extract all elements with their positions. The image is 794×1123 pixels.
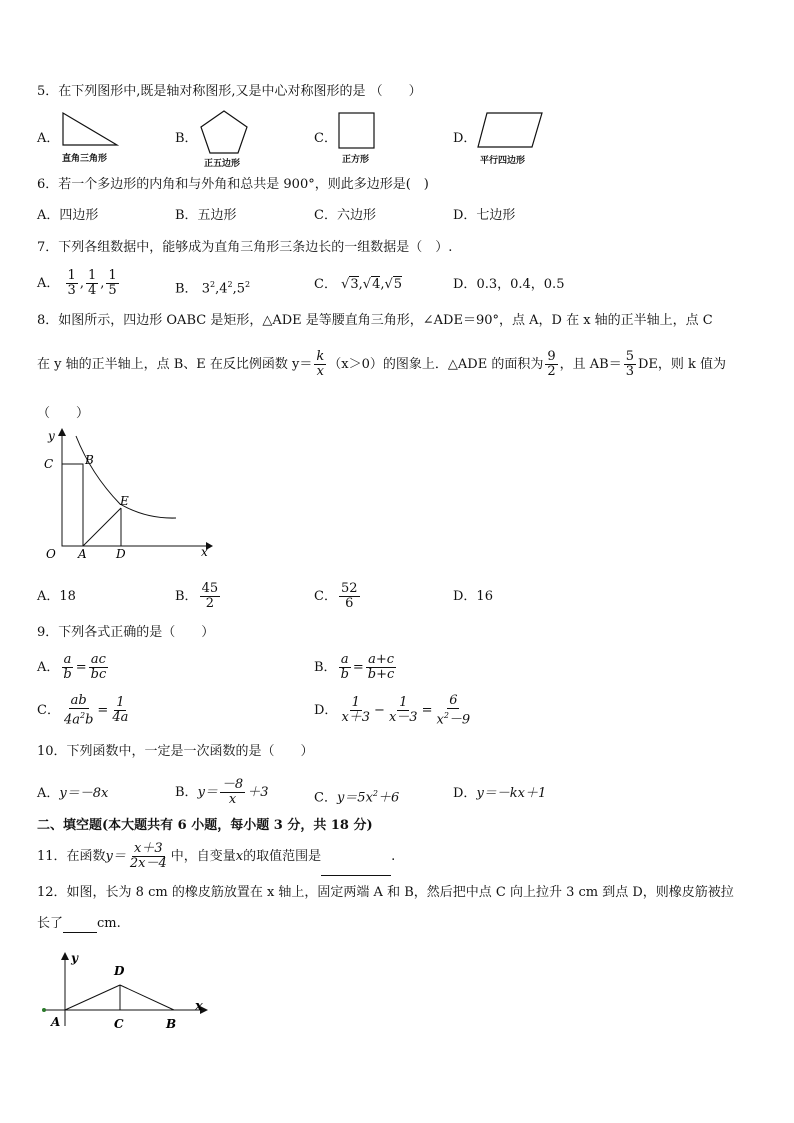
- q9-c-d1a: 4a: [63, 712, 80, 728]
- q8-fig-label-O: O: [46, 547, 56, 561]
- q10-option-a: [37, 786, 108, 802]
- q7-a-num-1: 1: [67, 268, 76, 283]
- q9-a-d1: b: [63, 667, 72, 682]
- regular-pentagon-figure: [198, 108, 250, 156]
- q8-fig-label-B: B: [85, 453, 94, 467]
- q12-line2-pre: 长了: [37, 916, 64, 931]
- q9-option-d-label: D．: [314, 703, 338, 719]
- q8-fig-label-C: C: [44, 457, 54, 471]
- q12-line2-post: cm.: [97, 916, 121, 931]
- q7-option-d: [453, 277, 564, 293]
- q8-paren: （ ）: [37, 406, 90, 421]
- q9-d-n3: 6: [449, 693, 458, 708]
- q10-b-num: －8: [221, 777, 244, 792]
- q7-c-rad-1: 3: [350, 277, 359, 292]
- q11-text: [37, 839, 395, 876]
- q12-line2: [37, 916, 121, 933]
- q8-option-a: A．18: [37, 589, 76, 604]
- q11-mid: 中，自变量: [170, 849, 236, 864]
- q9-a-n1: a: [63, 652, 72, 667]
- q12-figure: [40, 948, 215, 1038]
- q7-option-b: B． $3^2,4^2,5^2$: [175, 280, 251, 297]
- q6-option-c: C．六边形: [314, 208, 376, 223]
- q8-line2-mid: （x＞0）的图象上．△ADE 的面积为: [328, 357, 544, 372]
- q8-fig-label-E: E: [120, 494, 129, 508]
- q11-post: 的取值范围是: [243, 849, 322, 864]
- q8-option-c-num: 52: [340, 581, 358, 596]
- q8-line2-end: DE，则 k 值为: [637, 357, 727, 372]
- q10-option-b-label: B．: [175, 785, 198, 800]
- q10-option-d-label: D．: [453, 786, 477, 801]
- q7-b-base-3: 5: [236, 281, 246, 297]
- q12-fig-label-x: x: [195, 999, 203, 1014]
- q12-fig-label-C: C: [114, 1017, 124, 1031]
- q7-a-den-1: 3: [67, 283, 76, 298]
- q7-option-a-label: A．: [37, 276, 60, 291]
- q11-answer-blank[interactable]: [321, 839, 391, 876]
- q11-end: .: [391, 849, 396, 864]
- q8-option-c-label: C．: [314, 589, 337, 604]
- q9-c-d1b: b: [85, 712, 94, 728]
- q9-option-a-label: A．: [37, 660, 60, 675]
- q10-c-post: ＋6: [378, 790, 400, 806]
- q8-fig-label-D: D: [116, 547, 126, 561]
- q8-line2: [37, 348, 726, 382]
- q9-d-n1: 1: [351, 695, 360, 711]
- q7-b-exp-3: 2: [245, 280, 251, 289]
- q9-option-b-label: B．: [314, 660, 337, 675]
- q10-option-d: [453, 786, 546, 802]
- q9-d-d3a: x: [436, 712, 444, 728]
- q7-option-c: C． √3,√4,√5: [314, 277, 403, 292]
- q10-option-a-expr: y＝－8x: [59, 786, 109, 801]
- q5-option-c-label: C．: [314, 131, 337, 146]
- q6-stem: 6．若一个多边形的内角和与外角和总共是 900°，则此多边形是( ): [37, 177, 429, 192]
- q8-ratio-num: 5: [625, 349, 634, 364]
- q8-x: x: [316, 364, 325, 379]
- q7-c-rad-2: 4: [372, 277, 381, 292]
- q6-option-a: A．四边形: [37, 208, 99, 223]
- q8-line2-pre: 在 y 轴的正半轴上，点 B、E 在反比例函数 y＝: [37, 357, 313, 372]
- q9-d-d3b: －9: [448, 712, 471, 728]
- q8-line1: 8．如图所示，四边形 OABC 是矩形，△ADE 是等腰直角三角形，∠ADE＝90°，点 A，D 在 x 轴的正半轴上，点 C: [37, 313, 713, 328]
- q10-b-den: x: [228, 792, 237, 807]
- q9-option-c-label: C．: [37, 703, 60, 719]
- q12-answer-blank[interactable]: [63, 916, 97, 933]
- q7-c-rad-3: 5: [393, 277, 403, 292]
- q9-c-n2: 1: [116, 695, 125, 711]
- q5-stem: 5．在下列图形中,既是轴对称图形,又是中心对称图形的是 （ ）: [37, 84, 422, 99]
- q10-option-d-expr: y＝－kx＋1: [476, 786, 547, 801]
- q7-option-b-label: B．: [175, 281, 198, 297]
- q8-option-c-den: 6: [345, 596, 354, 611]
- q9-b-d2: b+c: [367, 667, 395, 682]
- q10-option-c-label: C．: [314, 790, 337, 806]
- q7-b-base-1: 3: [201, 281, 210, 297]
- q8-area-den: 2: [547, 364, 556, 379]
- q9-a-n2: ac: [90, 652, 106, 667]
- q10-option-a-label: A．: [37, 786, 60, 801]
- q8-ratio-den: 3: [625, 364, 634, 379]
- q8-option-b: [175, 576, 222, 618]
- q8-figure: [36, 424, 216, 564]
- q11-var: x: [235, 849, 244, 864]
- q11-y: y＝: [105, 849, 126, 864]
- q10-b-pre: y＝: [197, 785, 218, 800]
- q7-option-d-label: D．: [453, 277, 477, 292]
- q7-b-exp-2: 2: [227, 280, 233, 289]
- section-2-title: 二、填空题(本大题共有 6 小题，每小题 3 分，共 18 分): [37, 818, 373, 833]
- q7-option-a: A． $\frac{1}{3}$ , $\frac{1}{4}$ , $\frac{1}{5}$: [37, 268, 117, 298]
- q8-option-b-den: 2: [205, 596, 214, 611]
- q10-c-pre: y＝5x: [336, 790, 373, 806]
- q8-area-num: 9: [547, 349, 556, 364]
- q9-d-d3exp: 2: [443, 711, 449, 720]
- q8-line2-and: ，且 AB＝: [559, 357, 622, 372]
- q12-line1: 12．如图，长为 8 cm 的橡皮筋放置在 x 轴上，固定两端 A 和 B，然后把中点 C 向上拉升 3 cm 到点 D，则橡皮筋被拉: [37, 885, 734, 900]
- q9-d-n2: 1: [399, 695, 408, 711]
- q12-fig-label-y: y: [71, 951, 78, 965]
- right-triangle-figure: [60, 110, 120, 148]
- q10-stem: 10．下列函数中，一定是一次函数的是（ ）: [37, 744, 314, 759]
- q9-c-n1: ab: [70, 693, 87, 708]
- q5-option-a-label: A．: [37, 131, 60, 146]
- q8-fig-label-y: y: [48, 429, 55, 443]
- q9-b-n2: a+c: [368, 652, 395, 667]
- q9-d-d2: x－3: [388, 710, 418, 726]
- q7-a-num-2: 1: [87, 268, 97, 283]
- q7-option-c-label: C．: [314, 277, 337, 292]
- q8-option-c: [314, 576, 362, 618]
- q7-a-den-3: 5: [108, 283, 117, 298]
- q5-option-b-caption: 正五边形: [204, 159, 241, 169]
- q11-pre: 11．在函数: [37, 849, 106, 864]
- q5-option-d-label: D．: [453, 131, 477, 146]
- q7-b-base-2: 4: [219, 281, 228, 297]
- q9-b-d1: b: [340, 667, 349, 682]
- q7-a-den-2: 4: [87, 283, 97, 298]
- q8-option-b-label: B．: [175, 589, 198, 604]
- q8-fig-label-A: A: [78, 547, 87, 561]
- q7-b-exp-1: 2: [209, 280, 216, 289]
- q12-fig-label-B: B: [166, 1017, 177, 1031]
- parallelogram-figure: [475, 110, 545, 150]
- q10-c-exp: 2: [372, 789, 378, 798]
- q7-option-d-text: 0.3，0.4，0.5: [476, 277, 565, 292]
- q9-option-d: D． $\frac{1}{x+3}$ − $\frac{1}{x-3}$ = $\frac{6}{x^2-9}$: [314, 693, 471, 728]
- q9-a-d2: bc: [90, 667, 107, 682]
- q9-option-c: C． $\frac{ab}{4a^2b}$ = $\frac{1}{4a}$: [37, 693, 129, 728]
- q8-option-d: D．16: [453, 589, 493, 604]
- q9-b-n1: a: [340, 652, 349, 667]
- q12-fig-label-D: D: [114, 964, 125, 978]
- q8-option-b-num: 45: [201, 581, 219, 596]
- q10-option-c: [314, 786, 399, 806]
- q8-fig-label-x: x: [201, 545, 208, 559]
- q9-c-d1exp: 2: [79, 711, 86, 720]
- q5-option-c-caption: 正方形: [342, 155, 370, 165]
- q6-option-d: D．七边形: [453, 208, 516, 223]
- q5-option-a-caption: 直角三角形: [62, 154, 108, 164]
- q12-fig-label-A: A: [51, 1015, 61, 1029]
- q7-a-num-3: 1: [108, 268, 117, 283]
- q5-option-b-label: B．: [175, 131, 198, 146]
- q8-k: k: [316, 349, 325, 364]
- q9-c-d2: 4a: [112, 710, 129, 726]
- square-figure: [337, 111, 377, 151]
- q10-b-post: ＋3: [247, 785, 269, 800]
- q9-option-b: B． $\frac{a}{b}$ = $\frac{a+c}{b+c}$: [314, 652, 395, 682]
- q11-den: 2x－4: [129, 856, 167, 871]
- q9-option-a: A． $\frac{a}{b}$ = $\frac{ac}{bc}$: [37, 652, 107, 682]
- q5-option-d-caption: 平行四边形: [480, 156, 526, 166]
- q7-stem: 7．下列各组数据中，能够成为直角三角形三条边长的一组数据是（ ）.: [37, 240, 453, 255]
- q11-num: x＋3: [134, 841, 163, 856]
- q9-d-d1: x＋3: [341, 710, 371, 726]
- q6-option-b: B．五边形: [175, 208, 237, 223]
- q10-option-b: [175, 772, 268, 814]
- q9-stem: 9．下列各式正确的是（ ）: [37, 625, 215, 640]
